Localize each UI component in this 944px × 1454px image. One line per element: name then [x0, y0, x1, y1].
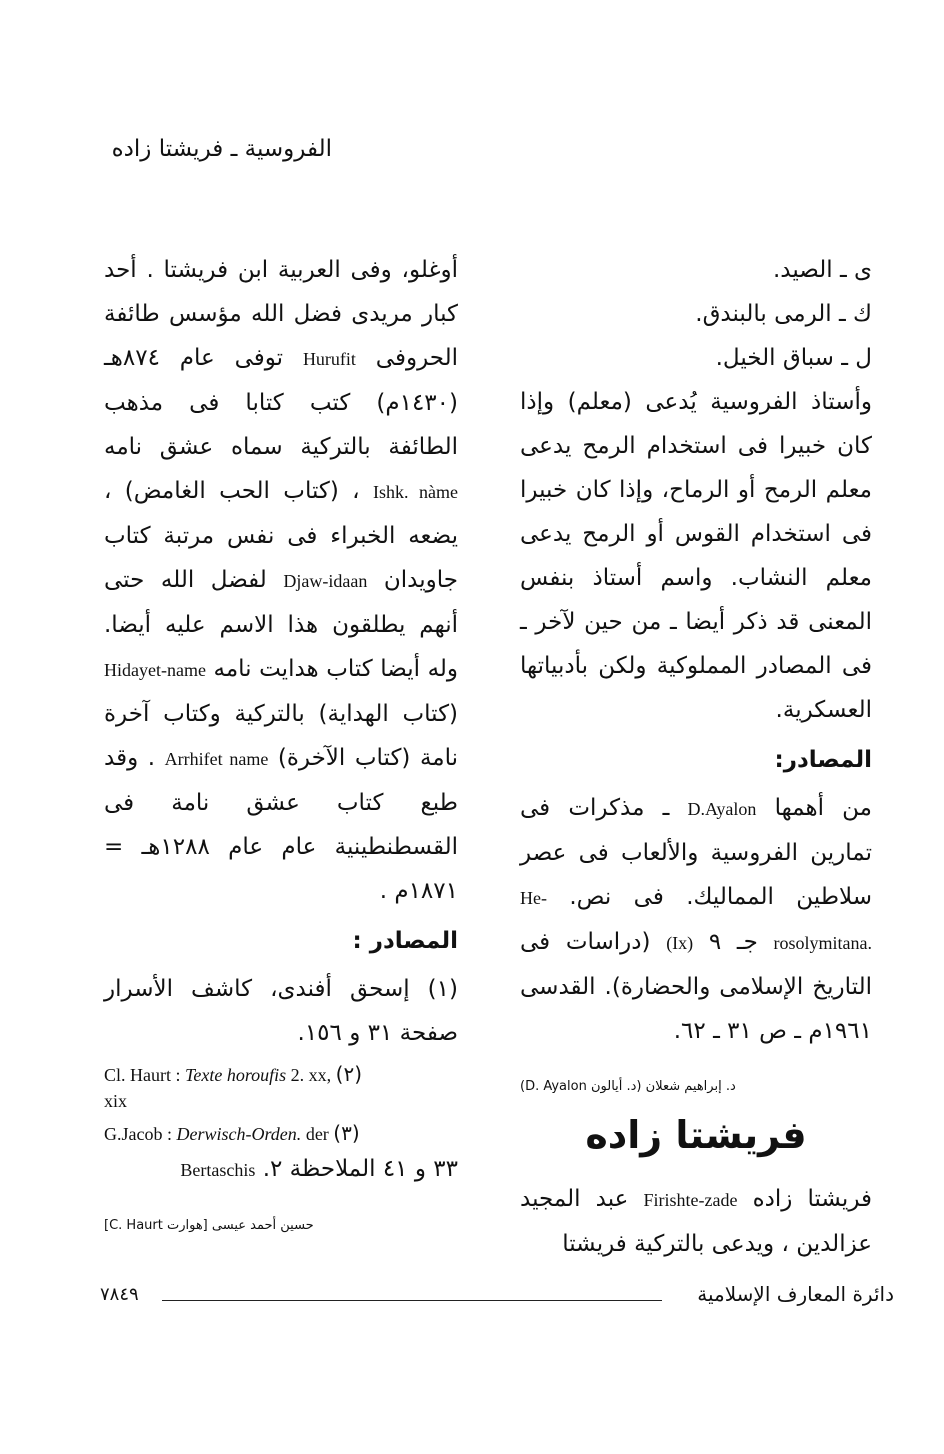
ref-author: G.Jacob : [104, 1124, 177, 1144]
ref-title: Texte horoufis [185, 1065, 287, 1085]
signature-close: ] [104, 1218, 110, 1233]
article-paragraph [520, 1177, 872, 1266]
sources-text: من أهمها [774, 795, 872, 821]
text-span: . وقد طبع كتاب عشق نامة فى القسطنطينية عام عام ١٢٨٨هـ = ١٨٧١م . [104, 745, 458, 904]
right-column [520, 248, 872, 1266]
sources-paragraph [520, 786, 872, 1053]
ref-rest: der [301, 1124, 329, 1144]
latin-term: Bertaschis [180, 1160, 256, 1180]
list-item: ل ـ سباق الخيل. [715, 345, 872, 371]
signature-close: ) [520, 1079, 526, 1094]
text-span: أوغلو، وفى العربية ابن فريشتا . أحد كبار مريدى فضل الله مؤسس طائفة الحروفى [104, 257, 459, 371]
signature-latin: D. Ayalon [525, 1079, 587, 1094]
reference-1: (١) إسحق أفندى، كاشف الأسرار صفحة ٣١ و ١٥٦. [104, 976, 458, 1046]
footer-rule [162, 1300, 662, 1301]
latin-term: (Ix) [666, 933, 694, 953]
sources-text: ـ مذكرات فى تمارين الفروسية والألعاب فى عصر سلاطين المماليك. فى نص. [520, 795, 872, 910]
sources-text: جـ ٩ [708, 929, 758, 955]
list-item: ك ـ الرمى بالبندق. [695, 301, 872, 327]
text-span: لفضل الله حتى أنهم يطلقون هذا الاسم عليه أيضا. وله أيضا كتاب هدايت نامه [104, 567, 459, 682]
signature-text: د. إبراهيم شعلان (د. أيالون [590, 1079, 736, 1094]
ref-title: Derwisch-Orden. [176, 1124, 302, 1144]
page-footer [100, 1284, 894, 1314]
text-span: (كتاب الهداية) بالتركية وكتاب آخرة نامة (كتاب الآخرة) [104, 701, 459, 771]
sources-heading: المصادر: [774, 747, 872, 773]
ref-number: (٣) [333, 1121, 360, 1145]
author-signature [520, 1077, 872, 1097]
latin-term: Arrhifet name [164, 749, 269, 769]
ref-rest: 2. xx, [286, 1065, 332, 1085]
sources-heading: المصادر : [352, 928, 458, 954]
running-header: الفروسية ـ فريشتا زاده [111, 136, 332, 162]
author-signature [104, 1216, 458, 1236]
latin-term: Djaw-idaan [283, 571, 368, 591]
latin-term: Ishk. nàme [372, 482, 458, 502]
latin-term: He-rosolymitana. [520, 888, 873, 953]
article-text: فريشتا زاده [752, 1186, 873, 1212]
journal-title: دائرة المعارف الإسلامية [697, 1282, 894, 1306]
page-number: ٧٨٤٩ [100, 1284, 139, 1305]
article-text: عبد المجيد عزالدين ، ويدعى بالتركية فريشتا [520, 1186, 872, 1257]
list-item: ى ـ الصيد. [772, 257, 872, 283]
reference-2-line [104, 1061, 458, 1088]
paragraph [104, 248, 458, 913]
author-name: D.Ayalon [687, 799, 757, 819]
ref-cont-ar: ٣٣ و ٤١ الملاحظة ٢. [262, 1156, 458, 1182]
latin-term: Firishte-zade [643, 1190, 738, 1210]
left-column [104, 248, 458, 1246]
text-span: ، (كتاب الحب الغامض) ، يضعه الخبراء فى نفس مرتبة كتاب جاويدان [104, 478, 458, 593]
article-title: فريشتا زاده [585, 1113, 807, 1157]
signature-text: حسين أحمد عيسى [هوارت [166, 1218, 314, 1233]
paragraph: وأستاذ الفروسية يُدعى (معلم) وإذا كان خبيرا فى استخدام الرمح يدعى معلم الرمح أو الرماح، وإذا كان خبيرا فى استخدام القوس أو الرمح يدعى معلم النشاب. واسم أستاذ بنفس المعنى قد ذكر أيضا ـ من حين لآخر ـ فى المصادر المملوكية ولكن بأدبياتها العسكرية. [520, 389, 872, 723]
reference-2 [104, 1061, 458, 1114]
ref-number: (٢) [335, 1062, 363, 1086]
sources-text: (دراسات فى التاريخ الإسلامى والحضارة). القدسى ١٩٦١م ـ ص ٣١ ـ ٦٢. [520, 929, 872, 1044]
signature-latin: C. Haurt [109, 1218, 163, 1233]
reference-3 [104, 1120, 458, 1192]
reference-3-line [104, 1120, 458, 1147]
text-span: توفى عام ٨٧٤هـ (١٤٣٠م) كتب كتابا فى مذهب الطائفة بالتركية سماه عشق نامه [104, 345, 458, 460]
reference-2-cont: xix [104, 1091, 128, 1111]
ref-author: Cl. Haurt : [104, 1065, 185, 1085]
latin-term: Hidayet-name [104, 660, 206, 680]
reference-3-cont [104, 1147, 458, 1192]
latin-term: Hurufit [302, 349, 356, 369]
